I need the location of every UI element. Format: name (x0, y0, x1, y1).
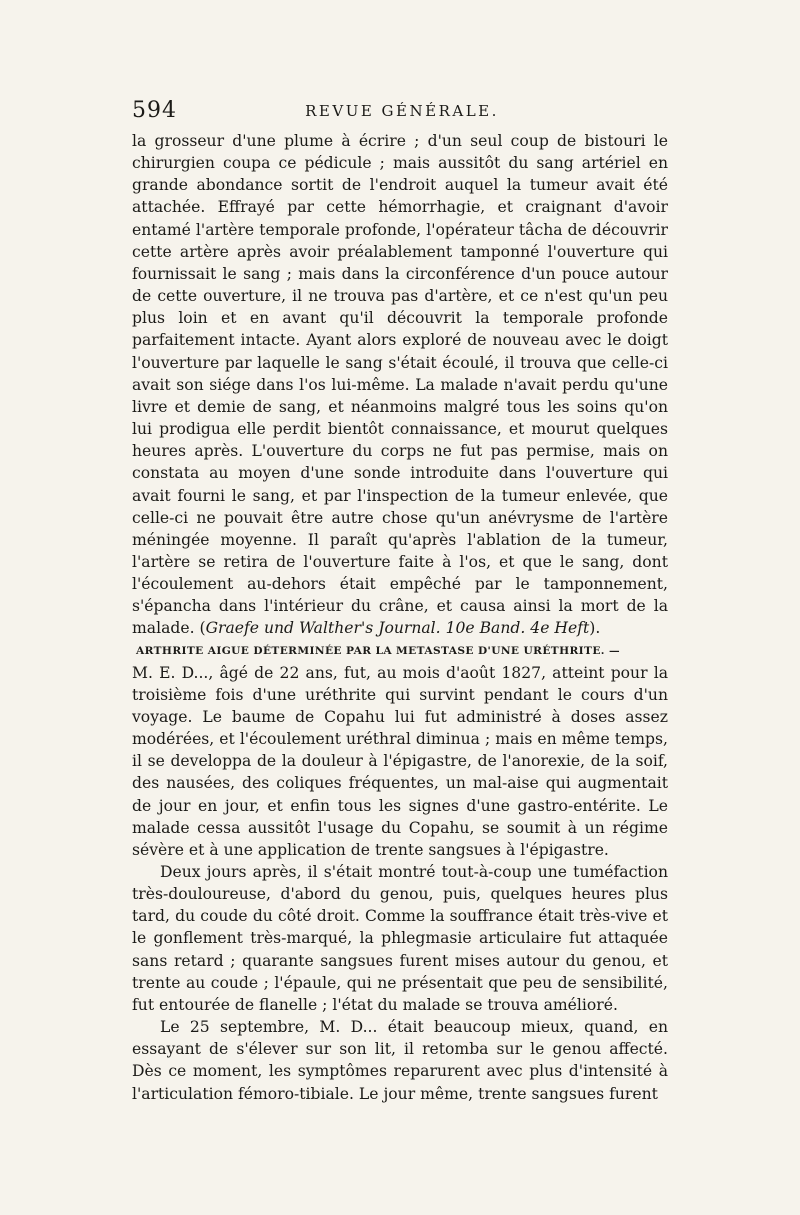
page-body (132, 130, 668, 1105)
paragraph-4: Le 25 septembre, M. D... était beaucoup mieux, quand, en essayant de s'élever sur son lit, il retomba sur le genou affecté. Dès ce moment, les symptômes reparurent avec plus d'intensité à l'articulation fémoro-tibiale. Le jour même, trente sangsues furent (132, 1018, 668, 1103)
paragraph-1-close: ). (589, 619, 601, 638)
section-heading: ARTHRITE AIGUE DÉTERMINÉE PAR LA METASTASE D'UNE URÉTHRITE. — (136, 644, 620, 657)
paragraph-3: Deux jours après, il s'était montré tout-à-coup une tuméfaction très-douloureuse, d'abord du genou, puis, quelques heures plus tard, du coude du côté droit. Comme la souffrance était très-vive et le gonflement très-marqué, la phlegmasie articulaire fut attaquée sans retard ; quarante sangsues furent mises autour du genou, et trente au coude ; l'épaule, qui ne présentait que peu de sensibilité, fut entourée de flanelle ; l'état du malade se trouva amélioré. (132, 863, 668, 1014)
page-header (132, 98, 672, 128)
paragraph-2: M. E. D..., âgé de 22 ans, fut, au mois d'août 1827, atteint pour la troisième fois d'une uréthrite qui survint pendant le cours d'un voyage. Le baume de Copahu lui fut administré à doses assez modérées, et l'écoulement uréthral diminua ; mais en même temps, il se developpa de la douleur à l'épigastre, de l'anorexie, de la soif, des nausées, des coliques fréquentes, un mal-aise qui augmentait de jour en jour, et enfin tous les signes d'une gastro-entérite. Le malade cessa aussitôt l'usage du Copahu, se soumit à un régime sévère et à une application de trente sangsues à l'épigastre. (132, 663, 668, 859)
journal-citation: Graefe und Walther's Journal. 10e Band. 4e Heft (205, 619, 590, 638)
running-title: REVUE GÉNÉRALE. (305, 102, 499, 120)
paragraph-1 (132, 130, 668, 640)
page-number: 594 (132, 98, 177, 123)
paragraph-1-text: la grosseur d'une plume à écrire ; d'un seul coup de bistouri le chirurgien coupa ce pédicule ; mais aussitôt du sang artériel en grande abondance sortit de l'endroit auquel la tumeur avait été attachée. Effrayé par cette hémorrhagie, et craignant d'avoir entamé l'artère temporale profonde, l'opérateur tâcha de découvrir cette artère après avoir préalablement tamponné l'ouverture qui fournissait le sang ; mais dans la circonférence d'un pouce autour de cette ouverture, il ne trouva pas d'artère, et ce n'est qu'un peu plus loin et en avant qu'il découvrit la temporale profonde parfaitement intacte. Ayant alors exploré de nouveau avec le doigt l'ouverture par laquelle le sang s'était écoulé, il trouva que celle-ci avait son siége dans l'os lui-même. La malade n'avait perdu qu'une livre et demie de sang, et néanmoins malgré tous les soins qu'on lui prodigua elle perdit bientôt connaissance, et mourut quelques heures après. L'ouverture du corps ne fut pas permise, mais on constata au moyen d'une sonde introduite dans l'ouverture qui avait fourni le sang, et par l'inspection de la tumeur enlevée, que celle-ci ne pouvait être autre chose qu'un anévrysme de l'artère méningée moyenne. Il paraît qu'après l'ablation de la tumeur, l'artère se retira de l'ouverture faite à l'os, et que le sang, dont l'écoulement au-dehors était empêché par le tamponnement, s'épancha dans l'intérieur du crâne, et causa ainsi la mort de la malade. ( (132, 132, 668, 638)
